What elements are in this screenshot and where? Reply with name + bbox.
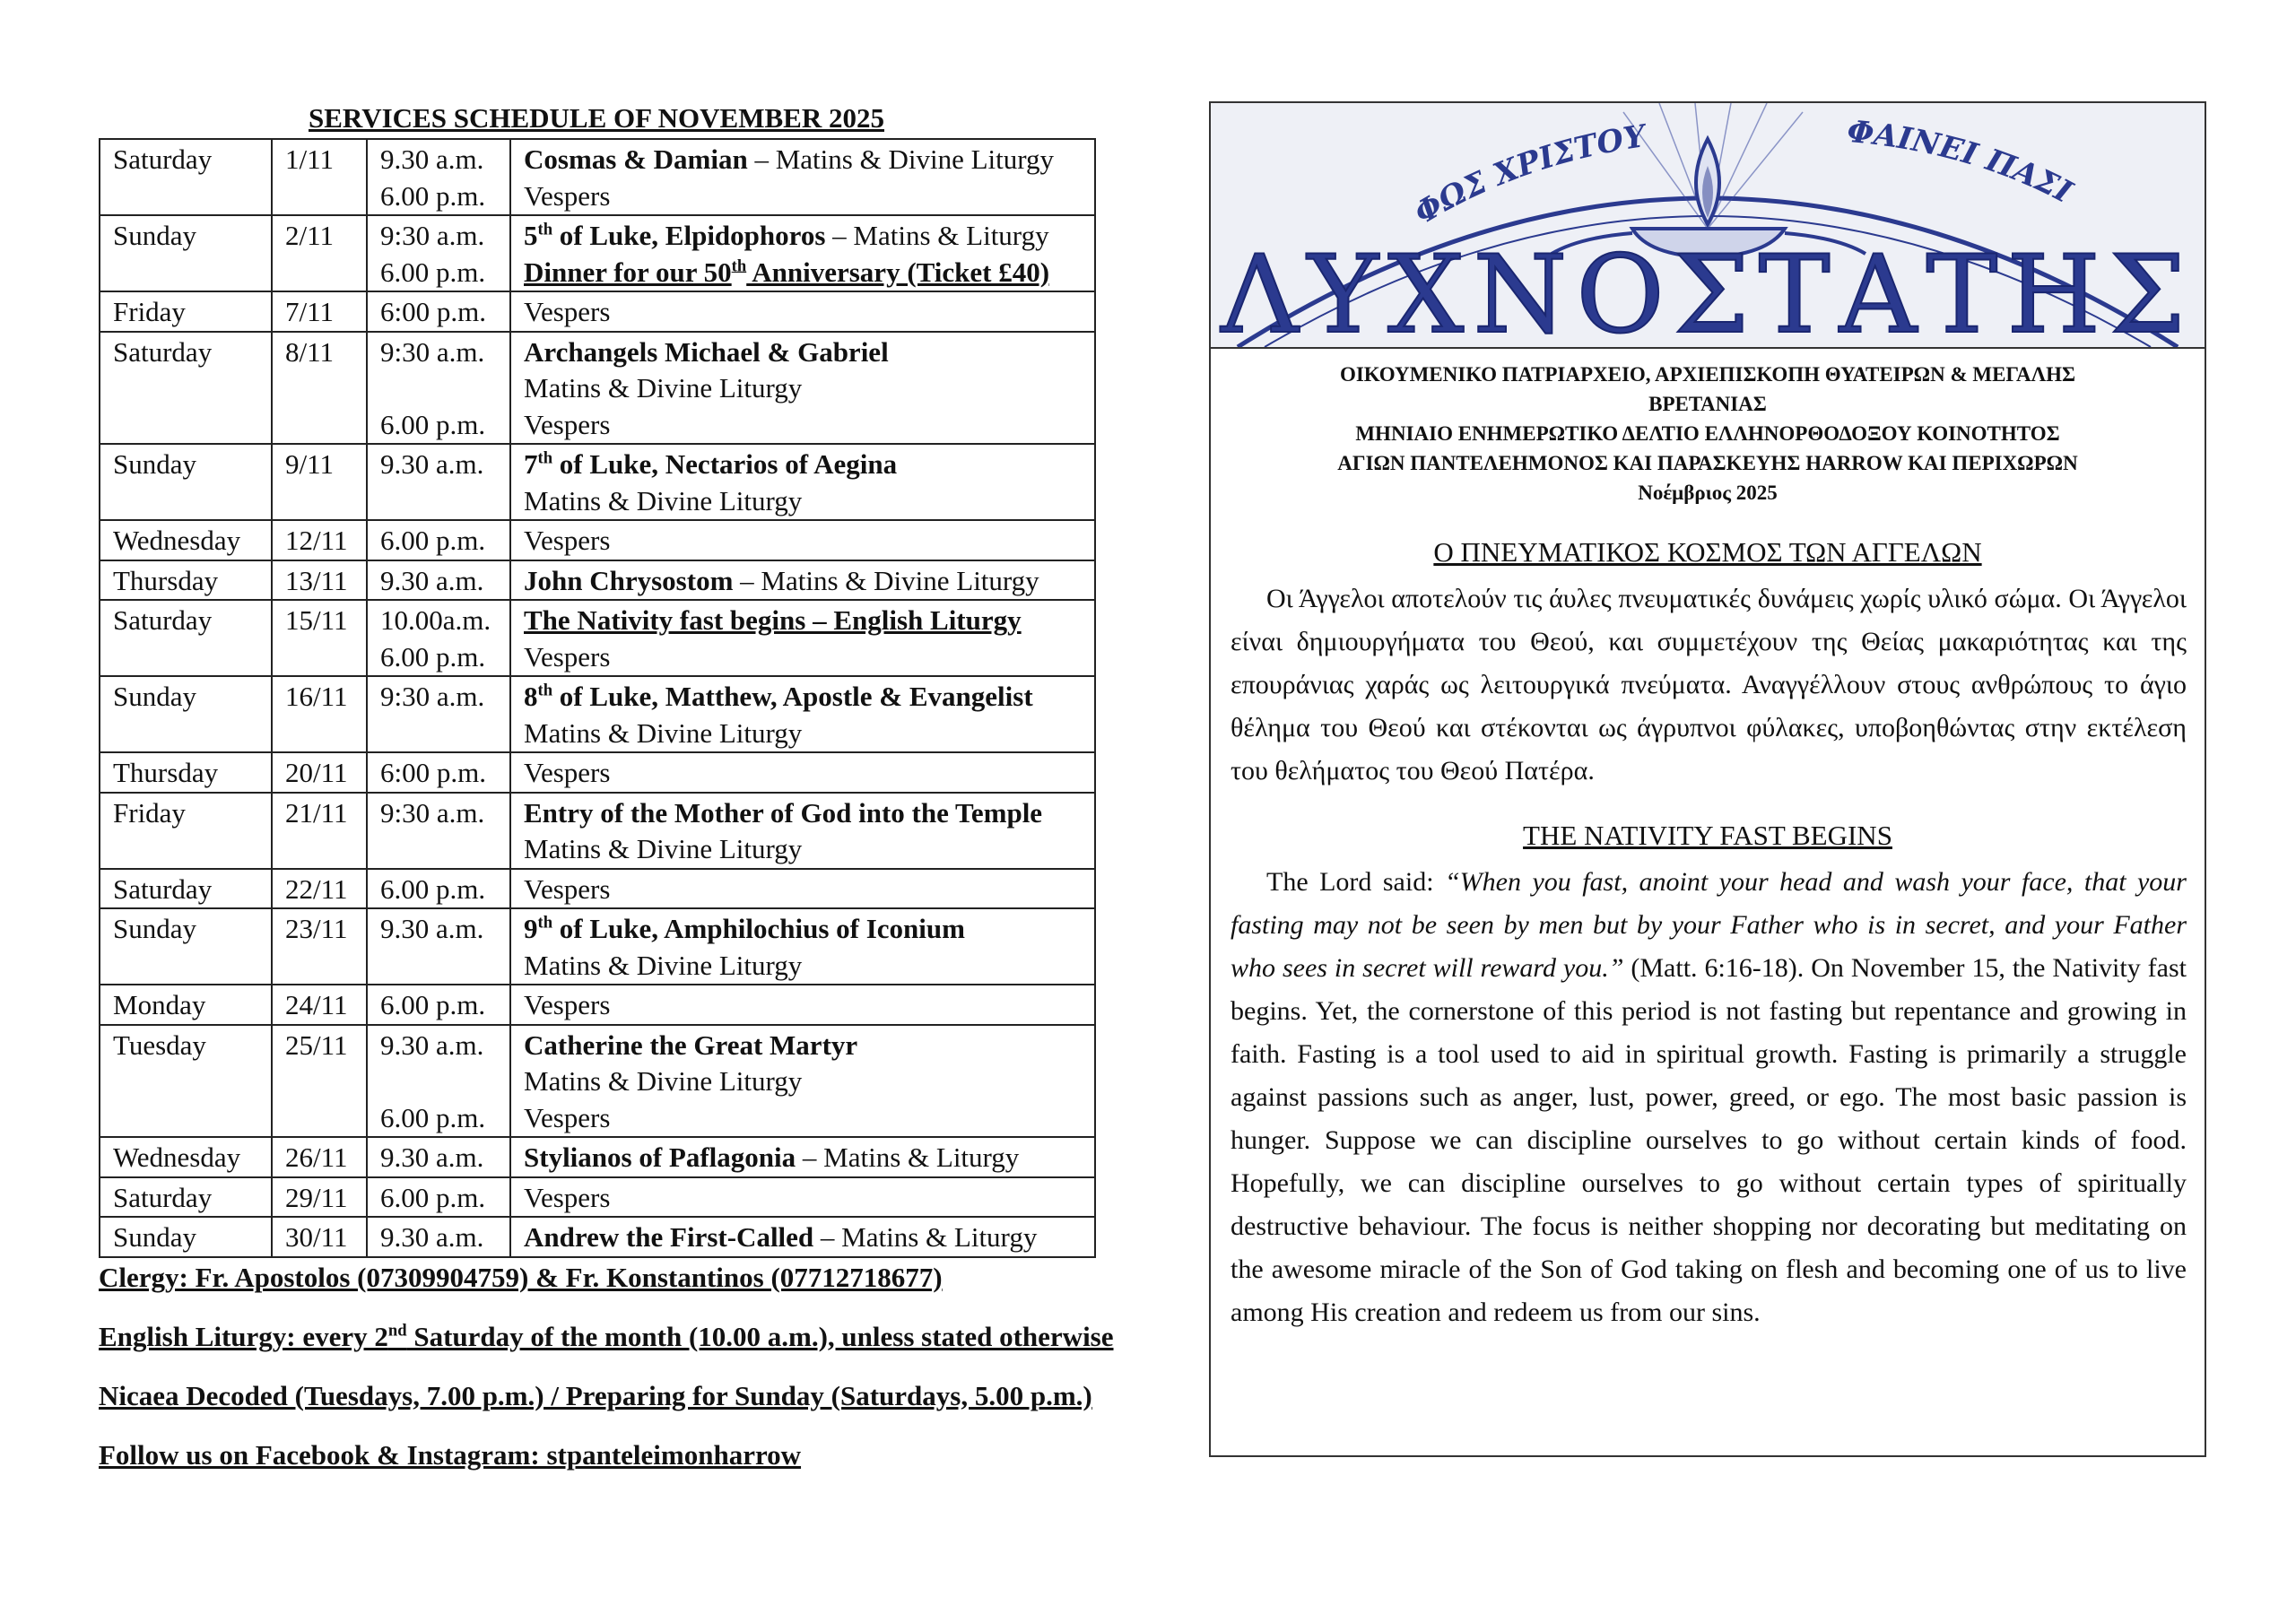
row-date: 13/11 [272,560,367,601]
clergy-contacts: Clergy: Fr. Apostolos (07309904759) & Fr. Konstantinos (07712718677) [99,1261,943,1293]
row-day: Wednesday [100,520,272,560]
row-date: 15/11 [272,600,367,676]
newsletter-logo [1211,103,2205,349]
lamp-logo-icon [1211,103,2205,347]
row-times [367,985,510,1025]
event-text: Vespers [524,1181,611,1213]
row-time: 9:30 a.m. [380,220,485,251]
row-time: 9:30 a.m. [380,335,485,368]
nicaea-note: Nicaea Decoded (Tuesdays, 7.00 p.m.) / Preparing for Sunday (Saturdays, 5.00 p.m.) [99,1379,1092,1411]
row-time: 6.00 p.m. [380,640,486,673]
event-title: The Nativity fast begins – English Liturgy [524,604,1022,636]
row-event [524,911,1082,948]
row-event [524,370,1082,407]
row-times [367,444,510,520]
row-times [367,332,510,445]
row-times [367,600,510,676]
row-date: 8/11 [272,332,367,445]
row-day: Monday [100,985,272,1025]
row-events [510,600,1095,676]
row-time: 6.00 p.m. [380,256,486,288]
row-times [367,1137,510,1177]
row-events [510,1177,1095,1218]
event-text: Vespers [524,525,611,556]
event-ordinal-suffix: th [537,448,553,468]
row-events [510,676,1095,752]
event-title-suffix: th [731,256,747,276]
row-event [524,563,1082,600]
row-time: 6.00 p.m. [380,1181,486,1213]
header-line: ΒΡΕΤΑΝΙΑΣ [1648,393,1767,415]
row-day: Thursday [100,560,272,601]
row-events [510,1217,1095,1257]
row-times [367,869,510,909]
row-time [380,370,497,407]
event-text: Vespers [524,640,611,673]
schedule-row [100,985,1095,1025]
row-event [524,1028,1082,1064]
event-title: Andrew the First-Called [524,1221,814,1253]
row-day: Tuesday [100,1025,272,1138]
header-line: ΑΓΙΩΝ ΠΑΝΤΕΛΕΗΜΟΝΟΣ ΚΑΙ ΠΑΡΑΣΚΕΥΗΣ HARROW ΚΑΙ ΠΕΡΙΧΩΡΩΝ [1337,452,2078,474]
row-day: Saturday [100,332,272,445]
event-title: of Luke, Nectarios of Aegina [552,448,898,480]
row-date: 21/11 [272,793,367,869]
row-day: Thursday [100,752,272,793]
row-event [524,218,1082,255]
row-event [524,447,1082,483]
row-time: 9.30 a.m. [380,913,484,944]
row-events [510,291,1095,332]
row-time: 6.00 p.m. [380,989,486,1020]
row-time: 9.30 a.m. [380,564,484,596]
row-event [524,483,1082,520]
row-event [524,1100,1082,1137]
schedule-row [100,869,1095,909]
row-times [367,752,510,793]
row-events [510,869,1095,909]
schedule-row [100,560,1095,601]
event-text: Matins & Divine Liturgy [524,949,803,981]
schedule-row [100,1025,1095,1138]
row-date: 9/11 [272,444,367,520]
row-event [524,948,1082,985]
row-event [524,1219,1082,1256]
event-text: Matins & Divine Liturgy [524,716,803,749]
schedule-row [100,520,1095,560]
row-events [510,985,1095,1025]
row-date: 12/11 [272,520,367,560]
row-event [524,1140,1082,1176]
logo-arc-right: ΦΑΙΝΕΙ ΠΑΣΙ [1845,113,2078,211]
schedule-column [99,99,1175,1471]
row-time: 6.00 p.m. [380,408,486,440]
event-title: of Luke, Elpidophoros [552,220,826,251]
row-event [524,407,1082,444]
header-line: ΜΗΝΙΑΙΟ ΕΝΗΜΕΡΩΤΙΚΟ ΔΕΛΤΙΟ ΕΛΛΗΝΟΡΘΟΔΟΞΟΥ ΚΟΙΝΟΤΗΤΟΣ [1355,422,2060,445]
row-times [367,793,510,869]
row-times [367,1177,510,1218]
section-nativity-title: THE NATIVITY FAST BEGINS [1523,820,1892,851]
row-events [510,793,1095,869]
row-event [524,716,1082,752]
section-nativity-text [1231,861,2187,1334]
logo-word: ΛΥΧΝΟΣΤΑΤΗΣ [1221,233,2195,347]
schedule-row [100,1177,1095,1218]
logo-arc-left: ΦΩΣ ΧΡΙΣΤΟΥ [1408,117,1648,232]
event-text: Vespers [524,408,611,440]
event-detail: – Matins & Divine Liturgy [733,564,1039,596]
section-angels-title: Ο ΠΝΕΥΜΑΤΙΚΟΣ ΚΟΣΜΟΣ ΤΩΝ ΑΓΓΕΛΩΝ [1433,536,1982,568]
event-text: Matins & Divine Liturgy [524,833,803,864]
event-text: Matins & Divine Liturgy [524,372,803,404]
row-date: 16/11 [272,676,367,752]
row-events [510,215,1095,291]
row-event [524,755,1082,792]
row-time: 9.30 a.m. [380,1221,484,1253]
row-events [510,1137,1095,1177]
row-day: Saturday [100,1177,272,1218]
row-date: 29/11 [272,1177,367,1218]
schedule-title: SERVICES SCHEDULE OF NOVEMBER 2025 [309,102,884,134]
row-time: 6.00 p.m. [380,179,486,212]
row-times [367,215,510,291]
event-ordinal-suffix: th [537,913,553,933]
section-angels-text: Οι Άγγελοι αποτελούν τις άυλες πνευματικές δυνάμεις χωρίς υλικό σώμα. Οι Άγγελοι είναι δημιουργήματα του Θεού, και συμμετέχουν της Θείας μακαριότητας και της επουράνιας χαράς ως λειτουργικά πνεύματα. Αναγγέλλουν στους ανθρώπους το άγιο θέλημα του Θεού και στέκονται ως άγρυπνοι φύλακες, υποβοηθώντας στην εκτέλεση του θελήματος του Θεού Πατέρα. [1231,584,2187,785]
english-liturgy-sup: nd [387,1321,407,1341]
schedule-row [100,908,1095,985]
event-text: Vespers [524,1101,611,1133]
row-times [367,1025,510,1138]
row-date: 26/11 [272,1137,367,1177]
row-times [367,560,510,601]
event-title: of Luke, Matthew, Apostle & Evangelist [552,681,1033,712]
row-time: 9.30 a.m. [380,448,484,480]
event-text: Matins & Divine Liturgy [524,1065,803,1097]
row-day: Wednesday [100,1137,272,1177]
english-liturgy-post: Saturday of the month (10.00 a.m.), unless stated otherwise [406,1320,1114,1352]
row-time: 9.30 a.m. [380,1141,484,1173]
english-liturgy-pre: English Liturgy: every 2 [99,1320,388,1352]
schedule-row [100,676,1095,752]
event-ordinal: 8 [524,681,538,712]
row-event [524,679,1082,716]
row-events [510,332,1095,445]
row-events [510,444,1095,520]
row-time: 6.00 p.m. [380,872,486,905]
row-events [510,1025,1095,1138]
schedule-row [100,793,1095,869]
row-date: 1/11 [272,139,367,215]
event-text: Vespers [524,989,611,1020]
row-event [524,831,1082,868]
row-date: 2/11 [272,215,367,291]
row-event [524,142,1082,178]
event-title: Cosmas & Damian [524,143,748,175]
row-times [367,1217,510,1257]
row-events [510,560,1095,601]
row-day: Friday [100,291,272,332]
row-date: 22/11 [272,869,367,909]
row-events [510,520,1095,560]
header-date: Νοέμβριος 2025 [1638,482,1778,504]
schedule-row [100,444,1095,520]
row-date: 20/11 [272,752,367,793]
nativity-body: (Matt. 6:16-18). On November 15, the Nativity fast begins. Yet, the cornerstone of this period is not fasting but repentance and growing in faith. Fasting is a tool used to aid in spiritual growth. Fasting is primarily a struggle against passions such as anger, lust, power, greed, or ego. The most basic passion is hunger. Suppose we can discipline ourselves to go without certain kinds of food. Hopefully, we can discipline ourselves to go without certain types of spiritually destructive behaviour. The focus is neither shopping nor decorating but meditating on the awesome miracle of the Son of God taking on flesh and becoming one of us to live among His creation and redeem us from our sins. [1231,953,2187,1327]
schedule-row [100,291,1095,332]
row-time: 10.00a.m. [380,604,491,636]
row-date: 30/11 [272,1217,367,1257]
newsletter-header [1211,360,2205,508]
row-event [524,639,1082,676]
event-text: Vespers [524,757,611,788]
event-title: Catherine the Great Martyr [524,1028,858,1061]
row-date: 25/11 [272,1025,367,1138]
social-follow: Follow us on Facebook & Instagram: stpanteleimonharrow [99,1438,802,1471]
event-text: Matins & Divine Liturgy [524,484,803,516]
row-event [524,294,1082,331]
row-event [524,603,1082,639]
event-ordinal: 9 [524,913,538,944]
event-detail: – Matins & Liturgy [825,220,1049,251]
event-text: Vespers [524,179,611,212]
row-time: 9:30 a.m. [380,681,485,712]
event-title: of Luke, Amphilochius of Iconium [552,913,965,944]
event-title: Archangels Michael & Gabriel [524,335,889,368]
row-time: 9.30 a.m. [380,143,484,175]
row-events [510,908,1095,985]
header-line: ΟΙΚΟΥΜΕΝΙΚΟ ΠΑΤΡΙΑΡΧΕΙΟ, ΑΡΧΙΕΠΙΣΚΟΠΗ ΘΥΑΤΕΙΡΩΝ & ΜΕΓΑΛΗΣ [1339,363,2076,386]
event-title: Stylianos of Paflagonia [524,1141,796,1173]
row-time [380,1063,497,1100]
row-day: Saturday [100,139,272,215]
row-times [367,291,510,332]
row-event [524,523,1082,560]
event-detail: – Matins & Liturgy [796,1141,1020,1173]
row-time: 6.00 p.m. [380,525,486,556]
schedule-row [100,600,1095,676]
schedule-row [100,752,1095,793]
row-day: Sunday [100,1217,272,1257]
schedule-row [100,332,1095,445]
row-time: 6:00 p.m. [380,296,486,327]
event-title-cont: Anniversary (Ticket £40) [746,256,1050,288]
row-date: 7/11 [272,291,367,332]
row-day: Saturday [100,869,272,909]
row-event [524,1063,1082,1100]
english-liturgy-note [99,1321,1175,1353]
event-detail: – Matins & Liturgy [813,1221,1038,1253]
schedule-row [100,1217,1095,1257]
row-day: Saturday [100,600,272,676]
row-event [524,987,1082,1024]
event-text: Vespers [524,872,611,905]
row-times [367,676,510,752]
row-times [367,908,510,985]
row-events [510,139,1095,215]
row-times [367,520,510,560]
row-time: 6.00 p.m. [380,1101,486,1133]
event-ordinal-suffix: th [537,681,553,700]
nativity-quote: “When you fast, anoint your head and wash your face, that your fasting may not be seen by men but by your Father who is in secret, and your Father who sees in secret will reward you.” [1231,867,2187,983]
row-event [524,255,1082,291]
row-date: 23/11 [272,908,367,985]
schedule-table [99,138,1096,1258]
row-times [367,139,510,215]
row-day: Sunday [100,676,272,752]
event-ordinal: 5 [524,220,538,251]
row-events [510,752,1095,793]
event-detail: – Matins & Divine Liturgy [747,143,1055,175]
row-day: Friday [100,793,272,869]
row-time: 9:30 a.m. [380,796,485,829]
event-title: John Chrysostom [524,564,734,596]
row-day: Sunday [100,908,272,985]
row-date: 24/11 [272,985,367,1025]
row-event [524,178,1082,215]
row-event [524,872,1082,908]
event-ordinal: 7 [524,448,538,480]
event-ordinal-suffix: th [537,220,553,239]
event-title: Dinner for our 50 [524,256,732,288]
nativity-lead: The Lord said: [1266,867,1445,897]
schedule-row [100,215,1095,291]
newsletter-panel [1209,101,2206,1457]
row-day: Sunday [100,444,272,520]
row-event [524,795,1082,832]
event-text: Vespers [524,296,611,327]
schedule-row [100,1137,1095,1177]
event-title: Entry of the Mother of God into the Temple [524,796,1043,829]
row-event [524,334,1082,371]
row-time: 6:00 p.m. [380,757,486,788]
row-day: Sunday [100,215,272,291]
schedule-row [100,139,1095,215]
row-event [524,1180,1082,1217]
row-time: 9.30 a.m. [380,1028,484,1061]
